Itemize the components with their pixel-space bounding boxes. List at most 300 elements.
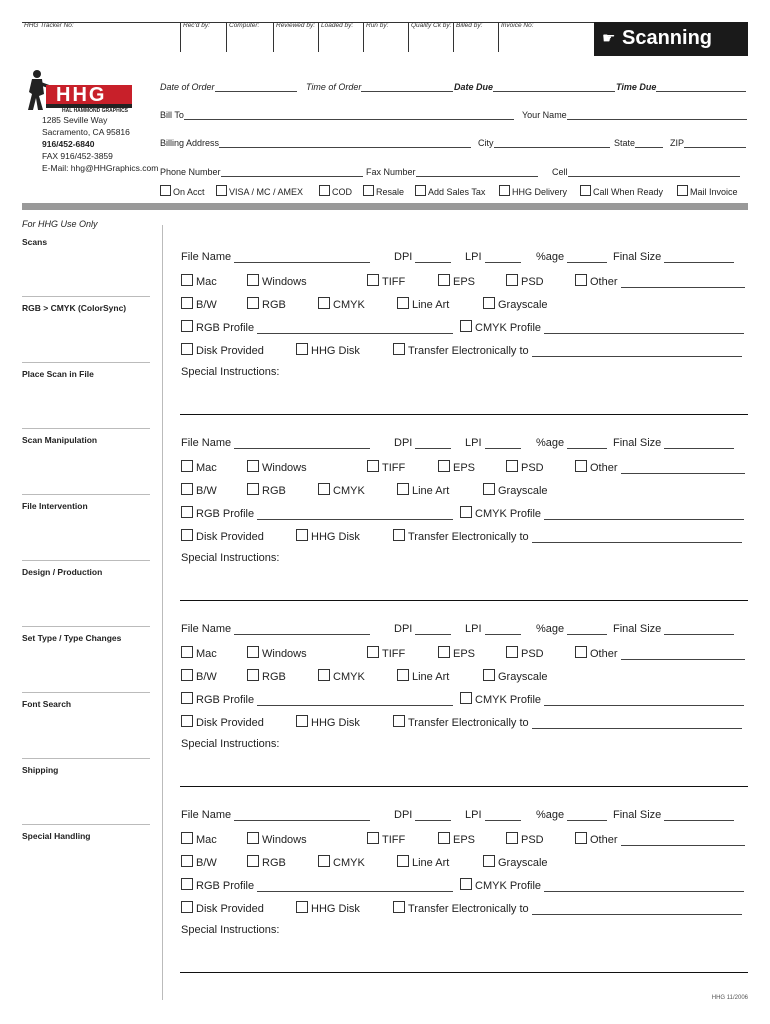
dpi-label: DPI [394, 809, 413, 821]
option-psd[interactable] [506, 646, 544, 660]
checkbox[interactable] [483, 855, 495, 867]
option-windows[interactable] [247, 832, 307, 846]
special-instructions-label: Special Instructions: [181, 366, 280, 378]
option-line-art[interactable] [397, 483, 449, 497]
option-disk-provided[interactable] [181, 343, 264, 357]
option-label: VISA / MC / AMEX [229, 187, 304, 197]
option-grayscale[interactable] [483, 297, 548, 311]
option-grayscale[interactable] [483, 855, 548, 869]
rgb-profile-field[interactable] [181, 320, 453, 334]
company-fax: FAX 916/452-3859 [42, 151, 113, 161]
percentage-field[interactable] [536, 809, 607, 821]
sidebar-item-set-type: Set Type / Type Changes [22, 633, 122, 643]
billing-address-field[interactable] [160, 138, 471, 148]
checkbox[interactable] [580, 185, 591, 196]
option-hhg-disk[interactable] [296, 529, 360, 543]
scan-block [0, 623, 770, 809]
option-label: Call When Ready [593, 187, 664, 197]
checkbox[interactable] [247, 483, 259, 495]
option-tiff[interactable] [367, 646, 405, 660]
checkbox[interactable] [575, 832, 587, 844]
checkbox[interactable] [460, 692, 472, 704]
option-label: CMYK Profile [475, 694, 542, 706]
title-banner [594, 22, 748, 56]
option-label: Other [590, 834, 618, 846]
cmyk-profile-field[interactable] [460, 506, 744, 520]
lpi-field[interactable] [465, 623, 521, 635]
checkbox[interactable] [677, 185, 688, 196]
option-label: Disk Provided [196, 345, 264, 357]
loaded-by-cell[interactable] [318, 22, 363, 52]
sidebar-item-rgb-cmyk: RGB > CMYK (ColorSync) [22, 303, 127, 313]
sidebar-item-special-handling: Special Handling [22, 831, 91, 841]
fax-number-label: Fax Number [366, 167, 416, 177]
option-windows[interactable] [247, 274, 307, 288]
reviewed-by-cell[interactable] [273, 22, 318, 52]
cmyk-profile-field[interactable] [460, 878, 744, 892]
option-tiff[interactable] [367, 832, 405, 846]
option-psd[interactable] [506, 274, 544, 288]
file-name-field[interactable] [181, 809, 370, 821]
file-name-field[interactable] [181, 623, 370, 635]
option-label: Line Art [412, 671, 450, 683]
dpi-field[interactable] [394, 251, 451, 263]
percentage-label: %age [536, 437, 565, 449]
invoice-no-cell[interactable] [498, 22, 591, 52]
lpi-label: LPI [465, 251, 482, 263]
option-cmyk[interactable] [318, 297, 365, 311]
dpi-field[interactable] [394, 437, 451, 449]
option-rgb[interactable] [247, 483, 286, 497]
option-label: CMYK Profile [475, 322, 542, 334]
option-label: RGB Profile [196, 694, 255, 706]
option-label: HHG Disk [311, 345, 360, 357]
option-label: Mail Invoice [690, 187, 738, 197]
dpi-field[interactable] [394, 623, 451, 635]
option-label: CMYK Profile [475, 880, 542, 892]
option-label: Add Sales Tax [428, 187, 486, 197]
checkbox[interactable] [397, 669, 409, 681]
file-name-label: File Name [181, 437, 232, 449]
sidebar-item-font-search: Font Search [22, 699, 72, 709]
option-rgb[interactable] [247, 669, 286, 683]
lpi-label: LPI [465, 809, 482, 821]
sidebar-item-file-intervention: File Intervention [22, 501, 88, 511]
option-eps[interactable] [438, 460, 475, 474]
special-instructions-label: Special Instructions: [181, 924, 280, 936]
option-label: Line Art [412, 485, 450, 497]
checkbox[interactable] [181, 878, 193, 890]
checkbox[interactable] [181, 320, 193, 332]
billed-by-cell[interactable] [453, 22, 498, 52]
option-hhg-disk[interactable] [296, 715, 360, 729]
final-size-field[interactable] [613, 809, 734, 821]
checkbox[interactable] [181, 274, 193, 286]
checkbox[interactable] [438, 274, 450, 286]
checkbox[interactable] [367, 646, 379, 658]
checkbox[interactable] [181, 483, 193, 495]
checkbox[interactable] [181, 297, 193, 309]
option-visa-mc-amex[interactable] [216, 185, 303, 197]
checkbox[interactable] [318, 669, 330, 681]
your-name-label: Your Name [522, 110, 567, 120]
option-label: Disk Provided [196, 717, 264, 729]
rgb-profile-field[interactable] [181, 878, 453, 892]
scan-block [0, 251, 770, 437]
option-mac[interactable] [181, 832, 217, 846]
city-field[interactable] [478, 138, 610, 148]
pointing-hand-icon: ☛ [602, 29, 616, 47]
option-transfer-electronically[interactable] [393, 715, 742, 729]
option-label: RGB [262, 857, 286, 869]
option-bw[interactable] [181, 483, 217, 497]
time-due-field[interactable] [616, 82, 746, 92]
special-instructions-line[interactable] [180, 600, 748, 601]
file-name-field[interactable] [181, 437, 370, 449]
city-label: City [478, 138, 494, 148]
lpi-label: LPI [465, 623, 482, 635]
quality-ck-cell[interactable] [408, 22, 453, 52]
checkbox[interactable] [393, 343, 405, 355]
rgb-profile-field[interactable] [181, 506, 453, 520]
option-label: TIFF [382, 834, 406, 846]
bill-to-field[interactable] [160, 110, 514, 120]
option-add-sales-tax[interactable] [415, 185, 485, 197]
checkbox[interactable] [397, 483, 409, 495]
checkbox[interactable] [318, 297, 330, 309]
option-label: Other [590, 462, 618, 474]
checkbox[interactable] [181, 901, 193, 913]
tracker-no-cell[interactable] [22, 22, 176, 52]
option-rgb[interactable] [247, 297, 286, 311]
checkbox[interactable] [367, 460, 379, 472]
checkbox[interactable] [318, 483, 330, 495]
page-title: Scanning [622, 27, 713, 49]
percentage-label: %age [536, 809, 565, 821]
option-line-art[interactable] [397, 297, 449, 311]
checkbox[interactable] [367, 832, 379, 844]
sidebar-item-shipping: Shipping [22, 765, 59, 775]
option-other[interactable] [575, 460, 745, 474]
option-label: HHG Disk [311, 903, 360, 915]
computer-label: Computer: [229, 22, 260, 29]
option-label: EPS [453, 276, 476, 288]
checkbox[interactable] [247, 855, 259, 867]
checkbox[interactable] [319, 185, 330, 196]
option-bw[interactable] [181, 669, 217, 683]
option-label: TIFF [382, 462, 406, 474]
option-label: HHG Delivery [512, 187, 568, 197]
special-instructions-line[interactable] [180, 786, 748, 787]
option-mac[interactable] [181, 274, 217, 288]
option-resale[interactable] [363, 185, 404, 197]
option-label: RGB [262, 299, 286, 311]
checkbox[interactable] [393, 715, 405, 727]
option-label: CMYK [333, 485, 365, 497]
checkbox[interactable] [247, 297, 259, 309]
checkbox[interactable] [393, 529, 405, 541]
recd-by-cell[interactable] [180, 22, 225, 52]
fax-number-field[interactable] [366, 167, 538, 177]
dpi-label: DPI [394, 623, 413, 635]
option-label: Mac [196, 648, 217, 660]
checkbox[interactable] [460, 506, 472, 518]
option-mac[interactable] [181, 460, 217, 474]
option-grayscale[interactable] [483, 483, 548, 497]
option-label: Transfer Electronically to [408, 531, 529, 543]
option-label: Transfer Electronically to [408, 903, 529, 915]
checkbox[interactable] [367, 274, 379, 286]
checkbox[interactable] [438, 460, 450, 472]
time-of-order-field[interactable] [306, 82, 453, 92]
checkbox[interactable] [181, 646, 193, 658]
checkbox[interactable] [397, 855, 409, 867]
option-windows[interactable] [247, 460, 307, 474]
percentage-field[interactable] [536, 437, 607, 449]
option-rgb[interactable] [247, 855, 286, 869]
checkbox[interactable] [181, 692, 193, 704]
percentage-field[interactable] [536, 623, 607, 635]
state-field[interactable] [614, 138, 663, 148]
checkbox[interactable] [506, 460, 518, 472]
final-size-label: Final Size [613, 809, 662, 821]
time-due-label: Time Due [616, 82, 657, 92]
checkbox[interactable] [318, 855, 330, 867]
checkbox[interactable] [397, 297, 409, 309]
checkbox[interactable] [181, 343, 193, 355]
option-label: Windows [262, 834, 307, 846]
option-label: Grayscale [498, 857, 548, 869]
option-disk-provided[interactable] [181, 901, 264, 915]
special-instructions-line[interactable] [180, 972, 748, 973]
special-instructions-label: Special Instructions: [181, 552, 280, 564]
option-label: Line Art [412, 857, 450, 869]
checkbox[interactable] [181, 855, 193, 867]
checkbox[interactable] [575, 460, 587, 472]
option-mail-invoice[interactable] [677, 185, 738, 197]
checkbox[interactable] [247, 832, 259, 844]
option-label: Transfer Electronically to [408, 345, 529, 357]
billed-by-label: Billed by: [456, 22, 483, 29]
state-label: State [614, 138, 636, 148]
option-call-when-ready[interactable] [580, 185, 663, 197]
option-bw[interactable] [181, 855, 217, 869]
special-instructions-label: Special Instructions: [181, 738, 280, 750]
checkbox[interactable] [296, 343, 308, 355]
checkbox[interactable] [575, 646, 587, 658]
option-label: CMYK [333, 299, 365, 311]
percentage-field[interactable] [536, 251, 607, 263]
special-instructions-line[interactable] [180, 414, 748, 415]
option-eps[interactable] [438, 646, 475, 660]
logo-subtitle: HAL HAMMOND GRAPHICS [62, 108, 129, 114]
checkbox[interactable] [499, 185, 510, 196]
option-label: CMYK Profile [475, 508, 542, 520]
option-other[interactable] [575, 646, 745, 660]
option-cmyk[interactable] [318, 483, 365, 497]
date-due-field[interactable] [454, 82, 615, 92]
checkbox[interactable] [460, 878, 472, 890]
option-tiff[interactable] [367, 274, 405, 288]
checkbox[interactable] [160, 185, 171, 196]
checkbox[interactable] [181, 715, 193, 727]
checkbox[interactable] [181, 529, 193, 541]
option-label: Grayscale [498, 671, 548, 683]
computer-cell[interactable] [226, 22, 271, 52]
option-hhg-disk[interactable] [296, 901, 360, 915]
rgb-profile-field[interactable] [181, 692, 453, 706]
lpi-label: LPI [465, 437, 482, 449]
option-label: PSD [521, 276, 544, 288]
option-hhg-delivery[interactable] [499, 185, 567, 197]
checkbox[interactable] [483, 669, 495, 681]
final-size-field[interactable] [613, 437, 734, 449]
option-cmyk[interactable] [318, 669, 365, 683]
option-transfer-electronically[interactable] [393, 529, 742, 543]
option-label: Mac [196, 834, 217, 846]
percentage-label: %age [536, 251, 565, 263]
file-name-label: File Name [181, 251, 232, 263]
sidebar-item-scans: Scans [22, 237, 48, 247]
option-grayscale[interactable] [483, 669, 548, 683]
option-label: Resale [376, 187, 405, 197]
option-transfer-electronically[interactable] [393, 343, 742, 357]
sidebar-item-place-scan: Place Scan in File [22, 369, 94, 379]
option-other[interactable] [575, 832, 745, 846]
option-disk-provided[interactable] [181, 715, 264, 729]
option-cmyk[interactable] [318, 855, 365, 869]
run-by-cell[interactable] [363, 22, 408, 52]
checkbox[interactable] [181, 832, 193, 844]
checkbox[interactable] [216, 185, 227, 196]
lpi-field[interactable] [465, 809, 521, 821]
checkbox[interactable] [296, 529, 308, 541]
option-transfer-electronically[interactable] [393, 901, 742, 915]
option-other[interactable] [575, 274, 745, 288]
footer-code: HHG 11/2006 [711, 995, 748, 1001]
checkbox[interactable] [247, 669, 259, 681]
bill-to-label: Bill To [160, 110, 184, 120]
option-label: RGB Profile [196, 322, 255, 334]
option-label: CMYK [333, 671, 365, 683]
sidebar-item-design-production: Design / Production [22, 567, 103, 577]
company-logo [24, 66, 136, 116]
dpi-label: DPI [394, 251, 413, 263]
lpi-field[interactable] [465, 437, 521, 449]
lpi-field[interactable] [465, 251, 521, 263]
your-name-field[interactable] [522, 110, 747, 120]
checkbox[interactable] [247, 460, 259, 472]
final-size-field[interactable] [613, 623, 734, 635]
checkbox[interactable] [483, 483, 495, 495]
option-label: RGB [262, 671, 286, 683]
final-size-label: Final Size [613, 251, 662, 263]
option-bw[interactable] [181, 297, 217, 311]
option-label: Mac [196, 462, 217, 474]
final-size-label: Final Size [613, 437, 662, 449]
sidebar-item-scan-manipulation: Scan Manipulation [22, 435, 98, 445]
checkbox[interactable] [181, 506, 193, 518]
option-cod[interactable] [319, 185, 352, 197]
option-windows[interactable] [247, 646, 307, 660]
file-name-field[interactable] [181, 251, 370, 263]
cmyk-profile-field[interactable] [460, 320, 744, 334]
final-size-label: Final Size [613, 623, 662, 635]
option-label: PSD [521, 462, 544, 474]
reviewed-by-label: Reviewed by: [276, 22, 316, 29]
checkbox[interactable] [181, 669, 193, 681]
option-tiff[interactable] [367, 460, 405, 474]
option-disk-provided[interactable] [181, 529, 264, 543]
checkbox[interactable] [247, 274, 259, 286]
checkbox[interactable] [296, 715, 308, 727]
option-label: Line Art [412, 299, 450, 311]
zip-field[interactable] [670, 138, 746, 148]
checkbox[interactable] [296, 901, 308, 913]
file-name-label: File Name [181, 809, 232, 821]
option-label: TIFF [382, 276, 406, 288]
option-eps[interactable] [438, 832, 475, 846]
sidebar-heading: For HHG Use Only [22, 219, 98, 229]
checkbox[interactable] [438, 832, 450, 844]
option-label: EPS [453, 648, 476, 660]
option-psd[interactable] [506, 832, 544, 846]
date-of-order-label: Date of Order [160, 82, 215, 92]
recd-by-label: Rec'd by: [183, 22, 210, 29]
checkbox[interactable] [438, 646, 450, 658]
option-psd[interactable] [506, 460, 544, 474]
checkbox[interactable] [575, 274, 587, 286]
option-line-art[interactable] [397, 855, 449, 869]
option-eps[interactable] [438, 274, 475, 288]
checkbox[interactable] [415, 185, 426, 196]
option-hhg-disk[interactable] [296, 343, 360, 357]
checkbox[interactable] [363, 185, 374, 196]
phone-number-field[interactable] [160, 167, 363, 177]
option-line-art[interactable] [397, 669, 449, 683]
option-label: Disk Provided [196, 531, 264, 543]
option-label: Transfer Electronically to [408, 717, 529, 729]
option-label: PSD [521, 834, 544, 846]
checkbox[interactable] [506, 274, 518, 286]
checkbox[interactable] [506, 832, 518, 844]
option-label: Windows [262, 648, 307, 660]
option-label: Grayscale [498, 485, 548, 497]
option-on-acct[interactable] [160, 185, 205, 197]
checkbox[interactable] [247, 646, 259, 658]
checkbox[interactable] [460, 320, 472, 332]
option-label: B/W [196, 299, 217, 311]
final-size-field[interactable] [613, 251, 734, 263]
cell-field[interactable] [552, 167, 740, 177]
quality-ck-label: Quality Ck by: [411, 22, 452, 29]
run-by-label: Run by: [366, 22, 389, 29]
company-email: E-Mail: hhg@HHGraphics.com [42, 163, 159, 173]
dpi-field[interactable] [394, 809, 451, 821]
option-mac[interactable] [181, 646, 217, 660]
checkbox[interactable] [483, 297, 495, 309]
checkbox[interactable] [181, 460, 193, 472]
invoice-no-label: Invoice No: [501, 22, 534, 29]
date-of-order-field[interactable] [160, 82, 297, 92]
option-label: B/W [196, 671, 217, 683]
checkbox[interactable] [393, 901, 405, 913]
time-of-order-label: Time of Order [306, 82, 362, 92]
checkbox[interactable] [506, 646, 518, 658]
cmyk-profile-field[interactable] [460, 692, 744, 706]
option-label: EPS [453, 462, 476, 474]
option-label: PSD [521, 648, 544, 660]
